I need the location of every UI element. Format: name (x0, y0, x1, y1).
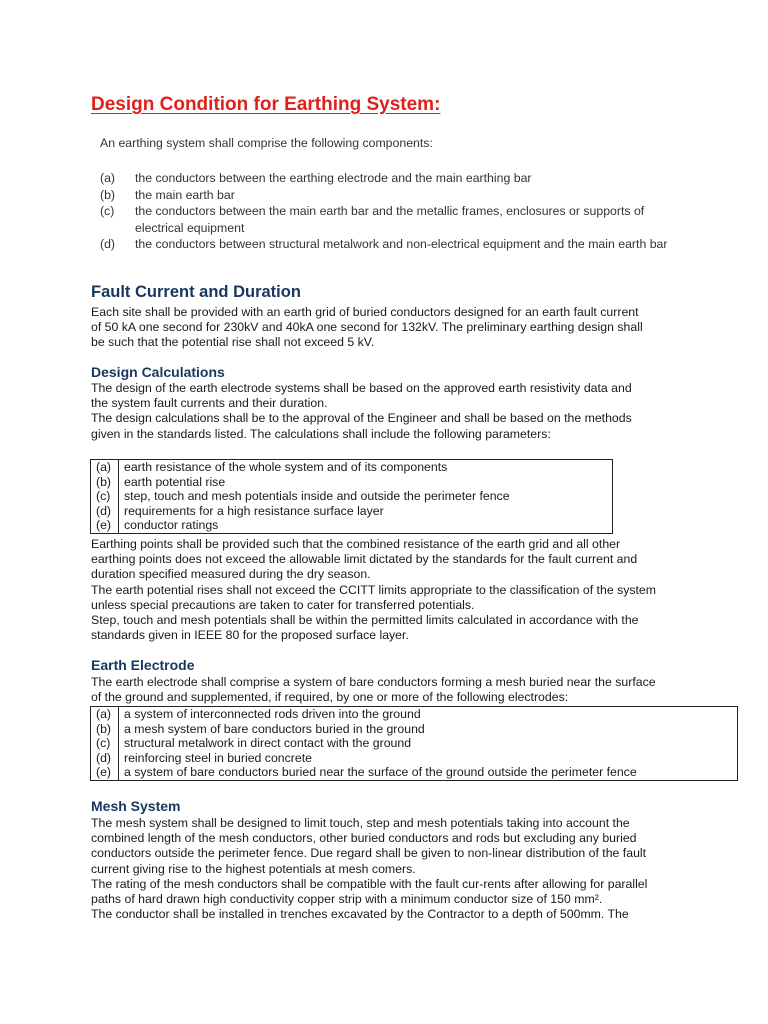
intro-text: An earthing system shall comprise the following components: (100, 136, 433, 150)
list-item: (a) the conductors between the earthing electrode and the main earthing bar (100, 171, 532, 185)
table-row: (a) earth resistance of the whole system and of its components (91, 460, 612, 475)
electrode-paragraph: The earth electrode shall comprise a system of bare conductors forming a mesh buried near the surface of the ground and supplemented, if required, by one or more of the following electrodes: (91, 675, 656, 705)
table-row: (b) a mesh system of bare conductors buried in the ground (91, 722, 737, 737)
parameters-table (91, 460, 612, 533)
table-row: (e) conductor ratings (91, 518, 612, 533)
table-row: (d) reinforcing steel in buried concrete (91, 751, 737, 766)
table-row: (a) a system of interconnected rods driven into the ground (91, 707, 737, 722)
mesh-heading: Mesh System (91, 798, 181, 814)
fault-heading: Fault Current and Duration (91, 283, 301, 301)
page-title: Design Condition for Earthing System: (91, 94, 441, 115)
design-calc-heading: Design Calculations (91, 364, 225, 380)
table-row: (c) structural metalwork in direct contact with the ground (91, 736, 737, 751)
fault-paragraph: Each site shall be provided with an earth grid of buried conductors designed for an earth fault current of 50 kA one second for 230kV and 40kA one second for 132kV. The preliminary earthing design shall be such that the potential rise shall not exceed 5 kV. (91, 305, 643, 350)
table-row: (b) earth potential rise (91, 475, 612, 490)
electrode-heading: Earth Electrode (91, 657, 195, 673)
electrodes-table (91, 707, 737, 780)
list-item: (d) the conductors between structural metalwork and non-electrical equipment and the main earth bar (100, 237, 668, 251)
design-calc-paragraph: The design of the earth electrode systems shall be based on the approved earth resistivity data and the system fault currents and their duration. The design calculations shall be to the approval of the Engineer and shall be based on the methods given in the standards listed. The calculations shall include the following parameters: (91, 381, 632, 441)
table-row: (c) step, touch and mesh potentials inside and outside the perimeter fence (91, 489, 612, 504)
design-calc-after-paragraph: Earthing points shall be provided such that the combined resistance of the earth grid and all other earthing points does not exceed the allowable limit dictated by the standards for the fault current and duration specified measured during the dry season. The earth potential rises shall not exceed the CCITT limits appropriate to the classification of the system unless special precautions are taken to cater for transferred potentials. Step, touch and mesh potentials shall be within the permitted limits calculated in accordance with the standards given in IEEE 80 for the proposed surface layer. (91, 537, 657, 643)
list-item: (c) the conductors between the main earth bar and the metallic frames, enclosures or supports of electrical equipment (100, 204, 645, 235)
list-item: (b) the main earth bar (100, 187, 235, 202)
table-row: (e) a system of bare conductors buried near the surface of the ground outside the perimeter fence (91, 765, 737, 780)
mesh-paragraph: The mesh system shall be designed to limit touch, step and mesh potentials taking into account the combined length of the mesh conductors, other buried conductors and rods but excluding any buried conductors outside the perimeter fence. Due regard shall be given to non-linear distribution of the fault current giving rise to the highest potentials at mesh comers. The rating of the mesh conductors shall be compatible with the fault cur-rents after allowing for parallel paths of hard drawn high conductivity copper strip with a minimum conductor size of 150 mm². The conductor shall be installed in trenches excavated by the Contractor to a depth of 500mm. The (91, 816, 648, 922)
table-row: (d) requirements for a high resistance surface layer (91, 504, 612, 519)
components-list (100, 170, 680, 253)
